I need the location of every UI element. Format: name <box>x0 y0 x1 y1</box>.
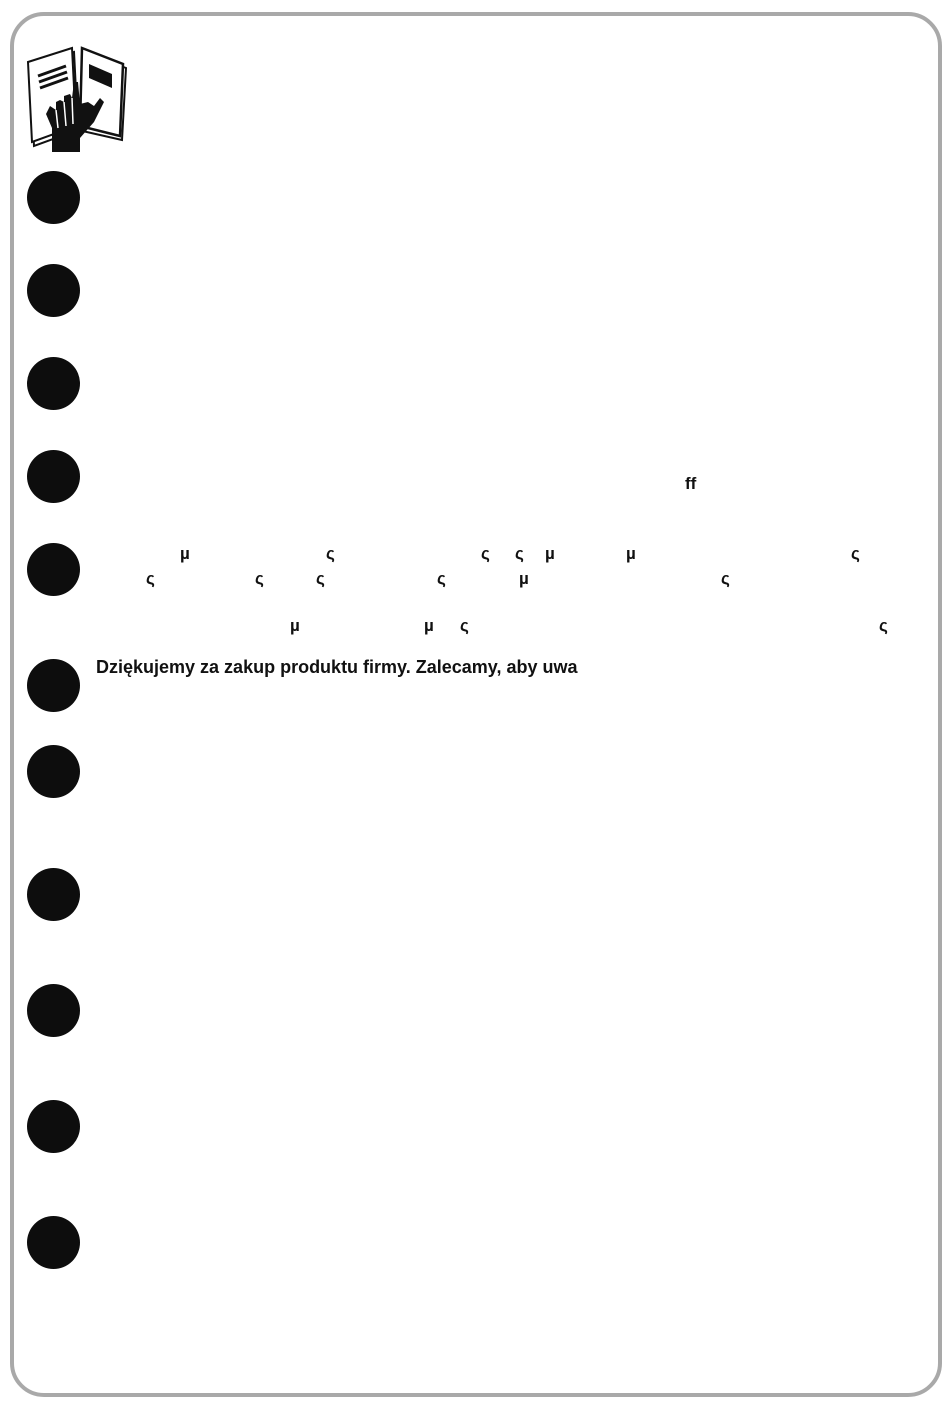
glyph-mu: µ <box>626 544 636 563</box>
glyph-cedilla: ς <box>460 616 469 635</box>
bullet-2 <box>27 264 80 317</box>
glyph-mu: µ <box>290 616 300 635</box>
bullet-3 <box>27 357 80 410</box>
glyph-cedilla: ς <box>146 569 155 588</box>
thanks-text: Dziękujemy za zakup produktu firmy. Zalecamy, aby uwa <box>96 657 578 677</box>
bullet-9 <box>27 984 80 1037</box>
bullet-1 <box>27 171 80 224</box>
glyph-mu: µ <box>424 616 434 635</box>
glyph-cedilla: ς <box>721 569 730 588</box>
page-frame <box>10 12 942 1397</box>
glyph-cedilla: ς <box>326 544 335 563</box>
glyph-mu: µ <box>180 544 190 563</box>
bullet-8 <box>27 868 80 921</box>
bullet-4 <box>27 450 80 503</box>
glyph-cedilla: ς <box>481 544 490 563</box>
glyph-mu: µ <box>519 569 529 588</box>
read-manual-icon <box>26 44 128 152</box>
bullet-6 <box>27 659 80 712</box>
glyph-cedilla: ς <box>851 544 860 563</box>
glyph-cedilla: ς <box>255 569 264 588</box>
glyph-ff: ff <box>685 474 697 493</box>
glyph-cedilla: ς <box>437 569 446 588</box>
bullet-7 <box>27 745 80 798</box>
bullet-11 <box>27 1216 80 1269</box>
glyph-cedilla: ς <box>316 569 325 588</box>
glyph-mu: µ <box>545 544 555 563</box>
bullet-10 <box>27 1100 80 1153</box>
glyph-cedilla: ς <box>879 616 888 635</box>
bullet-5 <box>27 543 80 596</box>
glyph-cedilla: ς <box>515 544 524 563</box>
